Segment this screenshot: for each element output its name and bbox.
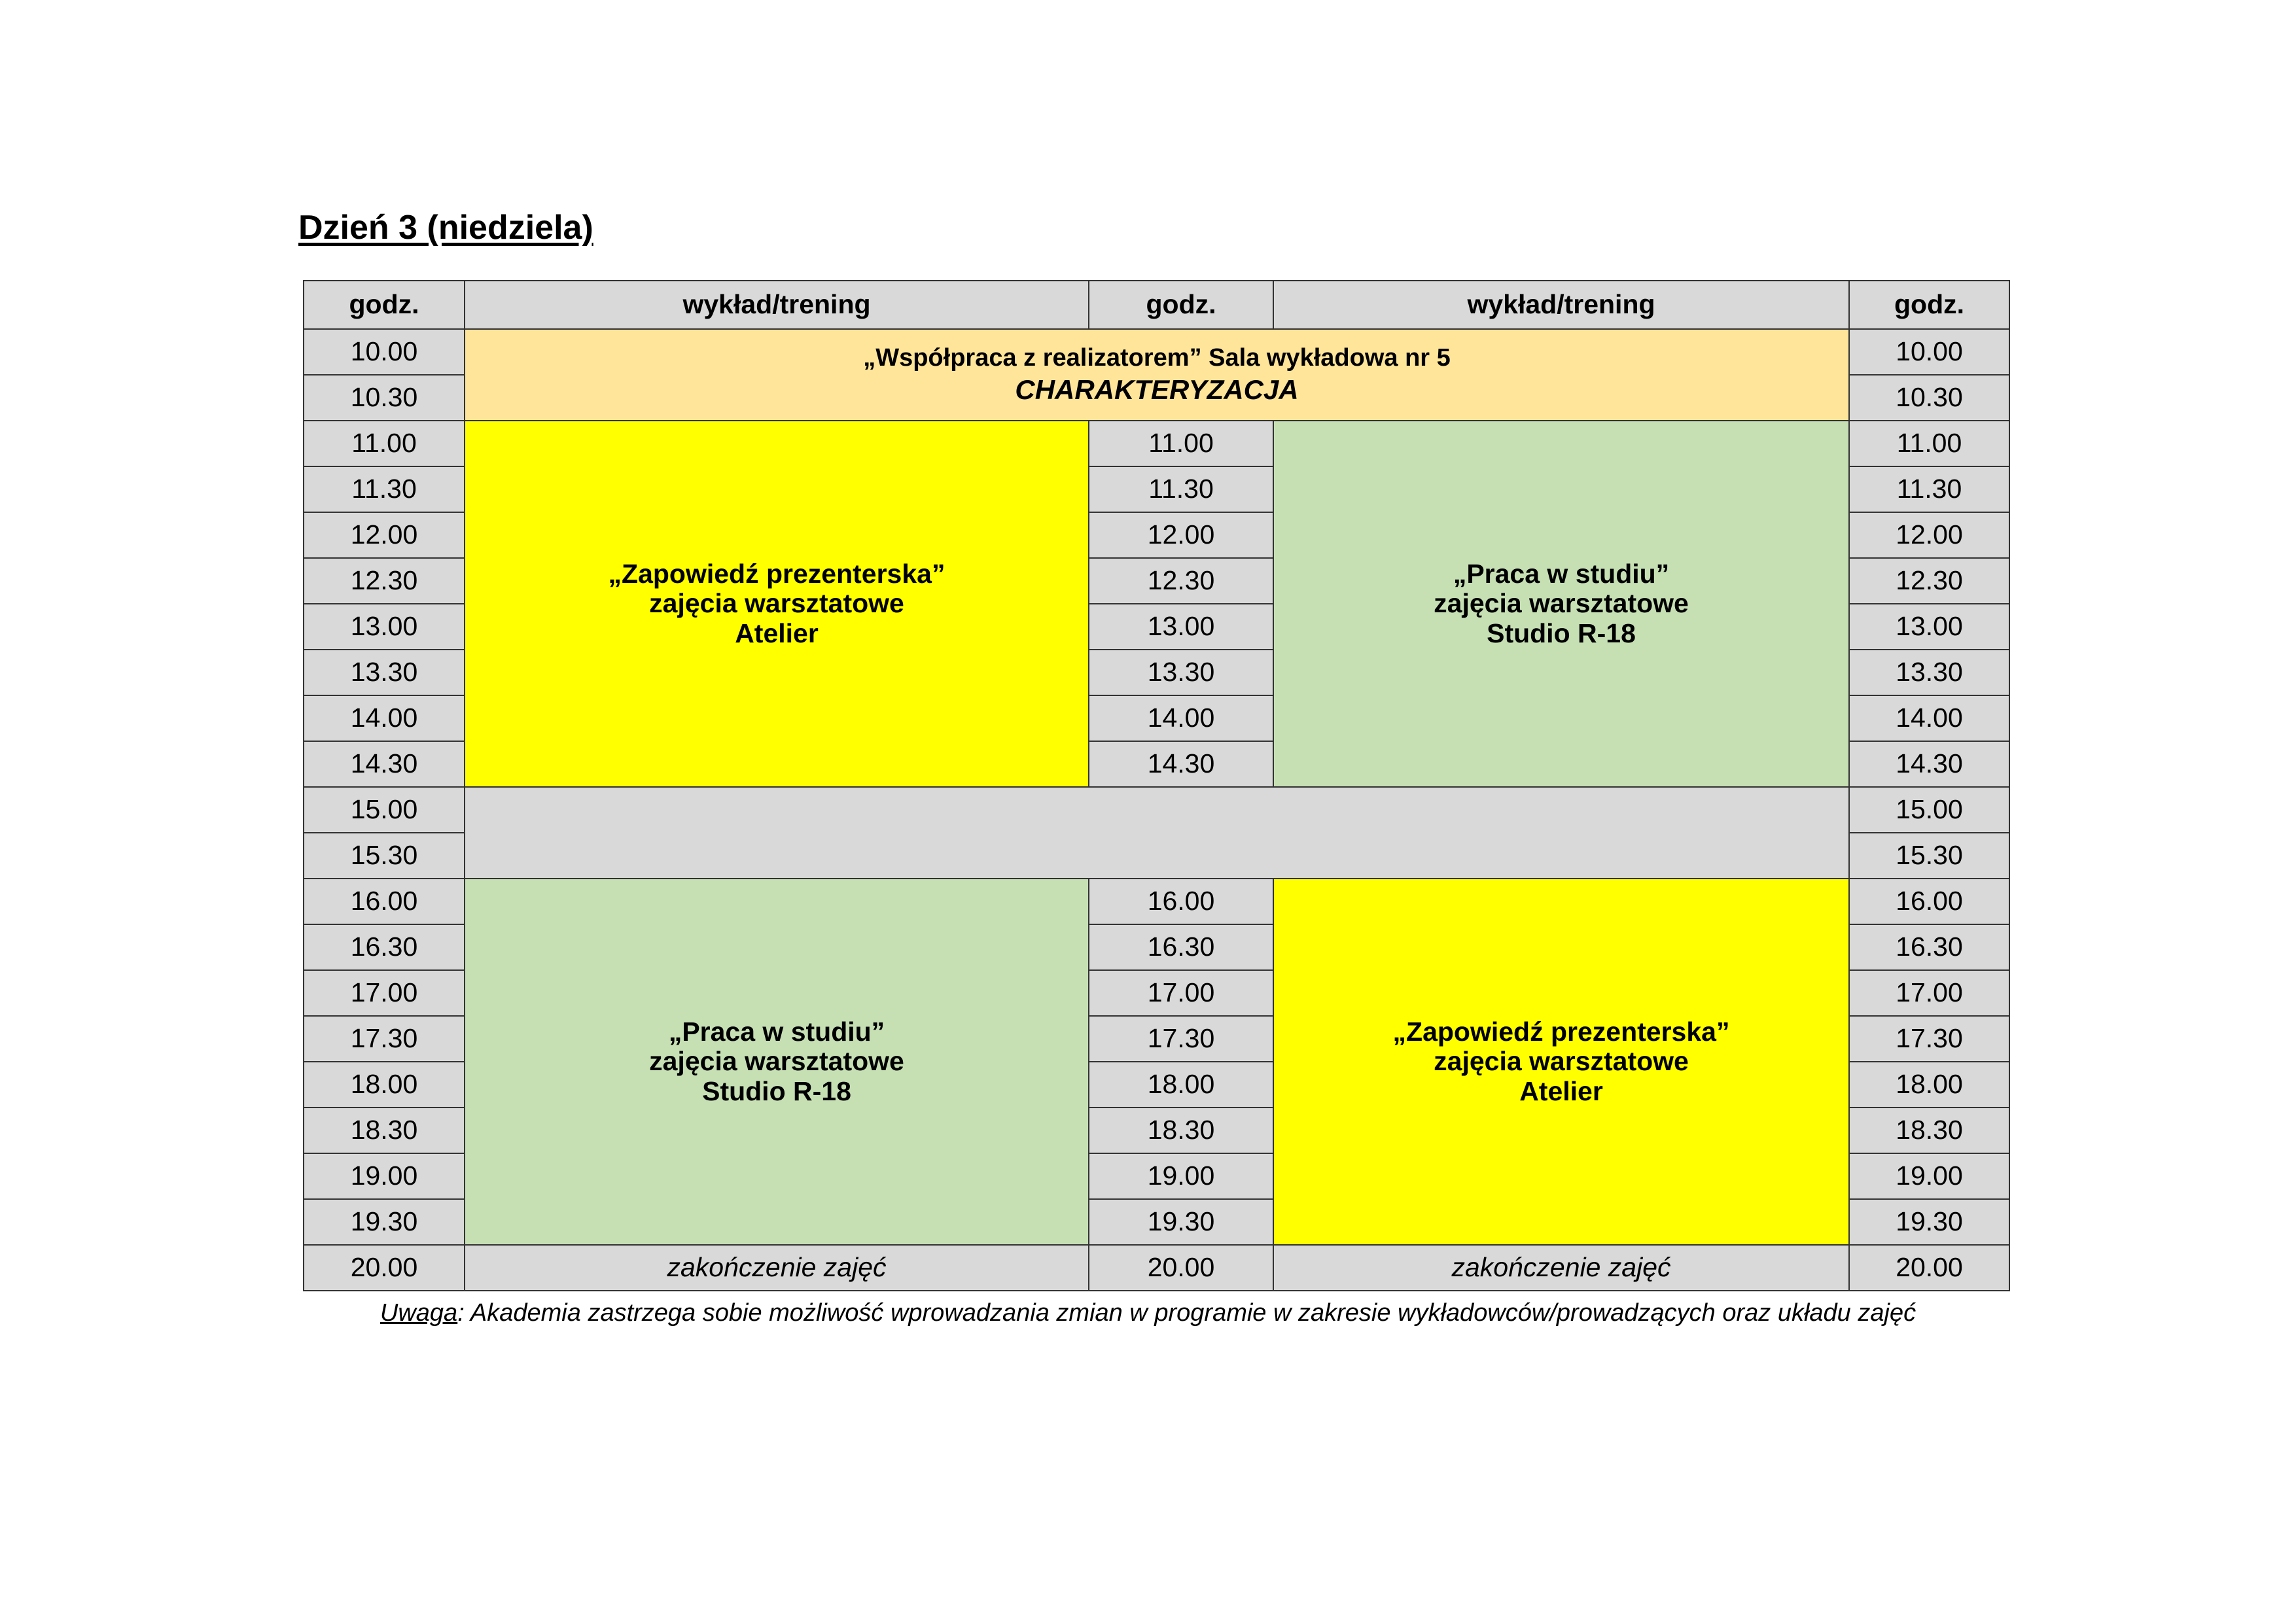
- time-cell: 19.00: [1849, 1153, 2009, 1199]
- page-title: Dzień 3 (niedziela): [298, 209, 593, 247]
- time-cell: 18.30: [1089, 1108, 1273, 1153]
- session-title: „Praca w studiu”: [1453, 559, 1670, 589]
- opening-session-title: „Współpraca z realizatorem” Sala wykładowa nr 5: [863, 344, 1451, 372]
- morning-right-session: [1273, 421, 1849, 787]
- time-cell: 16.30: [304, 924, 465, 970]
- time-cell: 18.00: [1849, 1062, 2009, 1108]
- time-cell: 11.30: [1089, 466, 1273, 512]
- time-cell: 15.00: [1849, 787, 2009, 833]
- table-row: [304, 421, 2009, 466]
- header-lecture-right: wykład/trening: [1273, 281, 1849, 329]
- time-cell: 16.00: [304, 879, 465, 924]
- time-cell: 20.00: [1089, 1245, 1273, 1291]
- time-cell: 12.30: [304, 558, 465, 604]
- session-type: zajęcia warsztatowe: [1434, 588, 1689, 619]
- time-cell: 14.00: [304, 695, 465, 741]
- time-cell: 12.00: [1849, 512, 2009, 558]
- session-room: Studio R-18: [1487, 618, 1636, 648]
- time-cell: 12.30: [1089, 558, 1273, 604]
- session-type: zajęcia warsztatowe: [649, 588, 904, 619]
- session-type: zajęcia warsztatowe: [649, 1046, 904, 1077]
- table-header-row: [304, 281, 2009, 329]
- session-title: „Praca w studiu”: [668, 1017, 885, 1047]
- afternoon-right-session: [1273, 879, 1849, 1245]
- time-cell: 11.30: [1849, 466, 2009, 512]
- time-cell: 15.00: [304, 787, 465, 833]
- time-cell: 12.00: [1089, 512, 1273, 558]
- session-title: „Zapowiedź prezenterska”: [1392, 1017, 1730, 1047]
- time-cell: 13.30: [1089, 650, 1273, 695]
- time-cell: 20.00: [1849, 1245, 2009, 1291]
- time-cell: 11.00: [1089, 421, 1273, 466]
- time-cell: 19.00: [1089, 1153, 1273, 1199]
- table-row: [304, 1245, 2009, 1291]
- time-cell: 16.30: [1089, 924, 1273, 970]
- time-cell: 14.00: [1849, 695, 2009, 741]
- time-cell: 19.30: [304, 1199, 465, 1245]
- time-cell: 16.00: [1089, 879, 1273, 924]
- footnote-text: : Akademia zastrzega sobie możliwość wprowadzania zmian w programie w zakresie wykładowców/prowadzących oraz układu zajęć: [457, 1299, 1916, 1327]
- time-cell: 16.00: [1849, 879, 2009, 924]
- time-cell: 13.30: [1849, 650, 2009, 695]
- header-lecture-left: wykład/trening: [465, 281, 1089, 329]
- time-cell: 14.30: [304, 741, 465, 787]
- footnote: [0, 1299, 2296, 1327]
- time-cell: 16.30: [1849, 924, 2009, 970]
- table-row: [304, 879, 2009, 924]
- time-cell: 14.30: [1849, 741, 2009, 787]
- time-cell: 18.00: [304, 1062, 465, 1108]
- break-cell: [465, 787, 1849, 879]
- header-hour-right: godz.: [1849, 281, 2009, 329]
- time-cell: 19.30: [1849, 1199, 2009, 1245]
- time-cell: 10.30: [304, 375, 465, 421]
- session-type: zajęcia warsztatowe: [1434, 1046, 1689, 1077]
- time-cell: 11.00: [1849, 421, 2009, 466]
- header-hour-left: godz.: [304, 281, 465, 329]
- footnote-label: Uwaga: [380, 1299, 458, 1327]
- time-cell: 19.30: [1089, 1199, 1273, 1245]
- opening-session-cell: [465, 329, 1849, 421]
- table-row: [304, 787, 2009, 833]
- time-cell: 18.30: [304, 1108, 465, 1153]
- schedule-table: [303, 280, 2010, 1291]
- time-cell: 17.00: [1089, 970, 1273, 1016]
- time-cell: 13.30: [304, 650, 465, 695]
- time-cell: 13.00: [1849, 604, 2009, 650]
- time-cell: 13.00: [1089, 604, 1273, 650]
- session-room: Atelier: [735, 618, 819, 648]
- time-cell: 10.00: [304, 329, 465, 375]
- time-cell: 13.00: [304, 604, 465, 650]
- time-cell: 12.00: [304, 512, 465, 558]
- session-room: Atelier: [1519, 1075, 1603, 1106]
- time-cell: 10.00: [1849, 329, 2009, 375]
- time-cell: 17.30: [304, 1016, 465, 1062]
- opening-session-subtitle: CHARAKTERYZACJA: [1015, 374, 1299, 405]
- header-hour-middle: godz.: [1089, 281, 1273, 329]
- time-cell: 14.00: [1089, 695, 1273, 741]
- time-cell: 17.30: [1849, 1016, 2009, 1062]
- session-room: Studio R-18: [702, 1075, 851, 1106]
- time-cell: 12.30: [1849, 558, 2009, 604]
- time-cell: 18.30: [1849, 1108, 2009, 1153]
- time-cell: 14.30: [1089, 741, 1273, 787]
- table-row: [304, 329, 2009, 375]
- time-cell: 20.00: [304, 1245, 465, 1291]
- morning-left-session: [465, 421, 1089, 787]
- time-cell: 15.30: [304, 833, 465, 879]
- time-cell: 11.00: [304, 421, 465, 466]
- afternoon-left-session: [465, 879, 1089, 1245]
- session-title: „Zapowiedź prezenterska”: [608, 559, 945, 589]
- end-of-classes-left: zakończenie zajęć: [465, 1245, 1089, 1291]
- time-cell: 17.00: [1849, 970, 2009, 1016]
- time-cell: 19.00: [304, 1153, 465, 1199]
- end-of-classes-right: zakończenie zajęć: [1273, 1245, 1849, 1291]
- time-cell: 17.30: [1089, 1016, 1273, 1062]
- time-cell: 11.30: [304, 466, 465, 512]
- time-cell: 17.00: [304, 970, 465, 1016]
- time-cell: 10.30: [1849, 375, 2009, 421]
- time-cell: 18.00: [1089, 1062, 1273, 1108]
- time-cell: 15.30: [1849, 833, 2009, 879]
